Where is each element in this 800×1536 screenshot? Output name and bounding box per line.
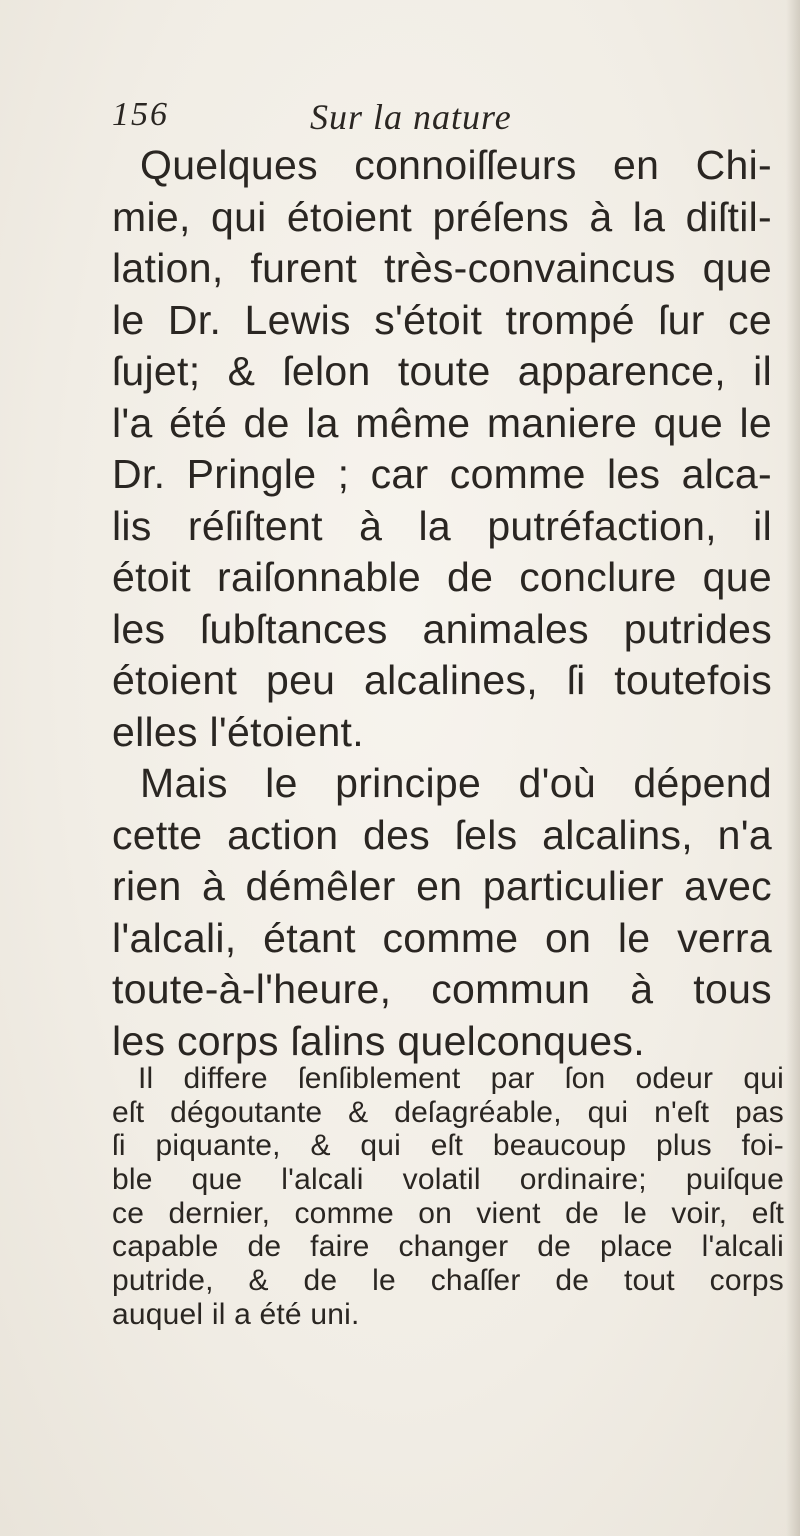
note-line: ble que l'alcali volatil ordinaire; puiſque [112,1163,784,1197]
text-line: étoient peu alcalines, ſi toutefois [112,657,772,703]
note-line: capable de faire changer de place l'alcali [112,1230,784,1264]
note-line: auquel il a été uni. [112,1297,360,1331]
text-line: lis réſiſtent à la putréfaction, il [112,502,772,549]
footnote-paragraph [112,1062,784,1332]
text-line: Dr. Pringle ; car comme les alca- [112,451,772,497]
note-line: putride, & de le chaſſer de tout corps [112,1264,784,1298]
note-line: eſt dégoutante & deſagréable, qui n'eſt pas [112,1095,784,1129]
text-line: elles l'étoient. [112,708,364,755]
paragraph-2 [112,758,772,1067]
text-line: cette action des ſels alcalins, n'a [112,811,772,858]
note-line: ce dernier, comme on vient de le voir, eſt [112,1196,784,1230]
page-edge-shadow [786,0,800,1536]
text-line: mie, qui étoient préſens à la diſtil- [112,193,772,240]
text-line: rien à démêler en particulier avec [112,863,772,909]
text-line: Mais le principe d'où dépend [140,760,772,806]
text-line: le Dr. Lewis s'étoit trompé ſur ce [112,296,772,343]
text-line: l'alcali, étant comme on le verra [112,914,772,961]
note-line: ſi piquante, & qui eſt beaucoup plus foi- [112,1129,784,1163]
text-line: les corps ſalins quelconques. [112,1017,645,1064]
running-title: Sur la nature [310,97,512,137]
main-text [112,140,772,1067]
text-line: Quelques connoiſſeurs en Chi- [140,142,772,188]
text-line: toute-à-l'heure, commun à tous [112,966,772,1012]
paragraph-1 [112,140,772,758]
page-header [112,96,672,146]
note-line: Il differe ſenſiblement par ſon odeur qui [138,1062,784,1095]
text-line: ſujet; & ſelon toute apparence, il [112,348,772,394]
text-line: étoit raiſonnable de conclure que [112,554,772,600]
text-line: les ſubſtances animales putrides [112,605,772,652]
text-line: l'a été de la même maniere que le [112,399,772,446]
page-number: 156 [112,96,169,133]
text-line: lation, furent très-convaincus que [112,245,772,291]
